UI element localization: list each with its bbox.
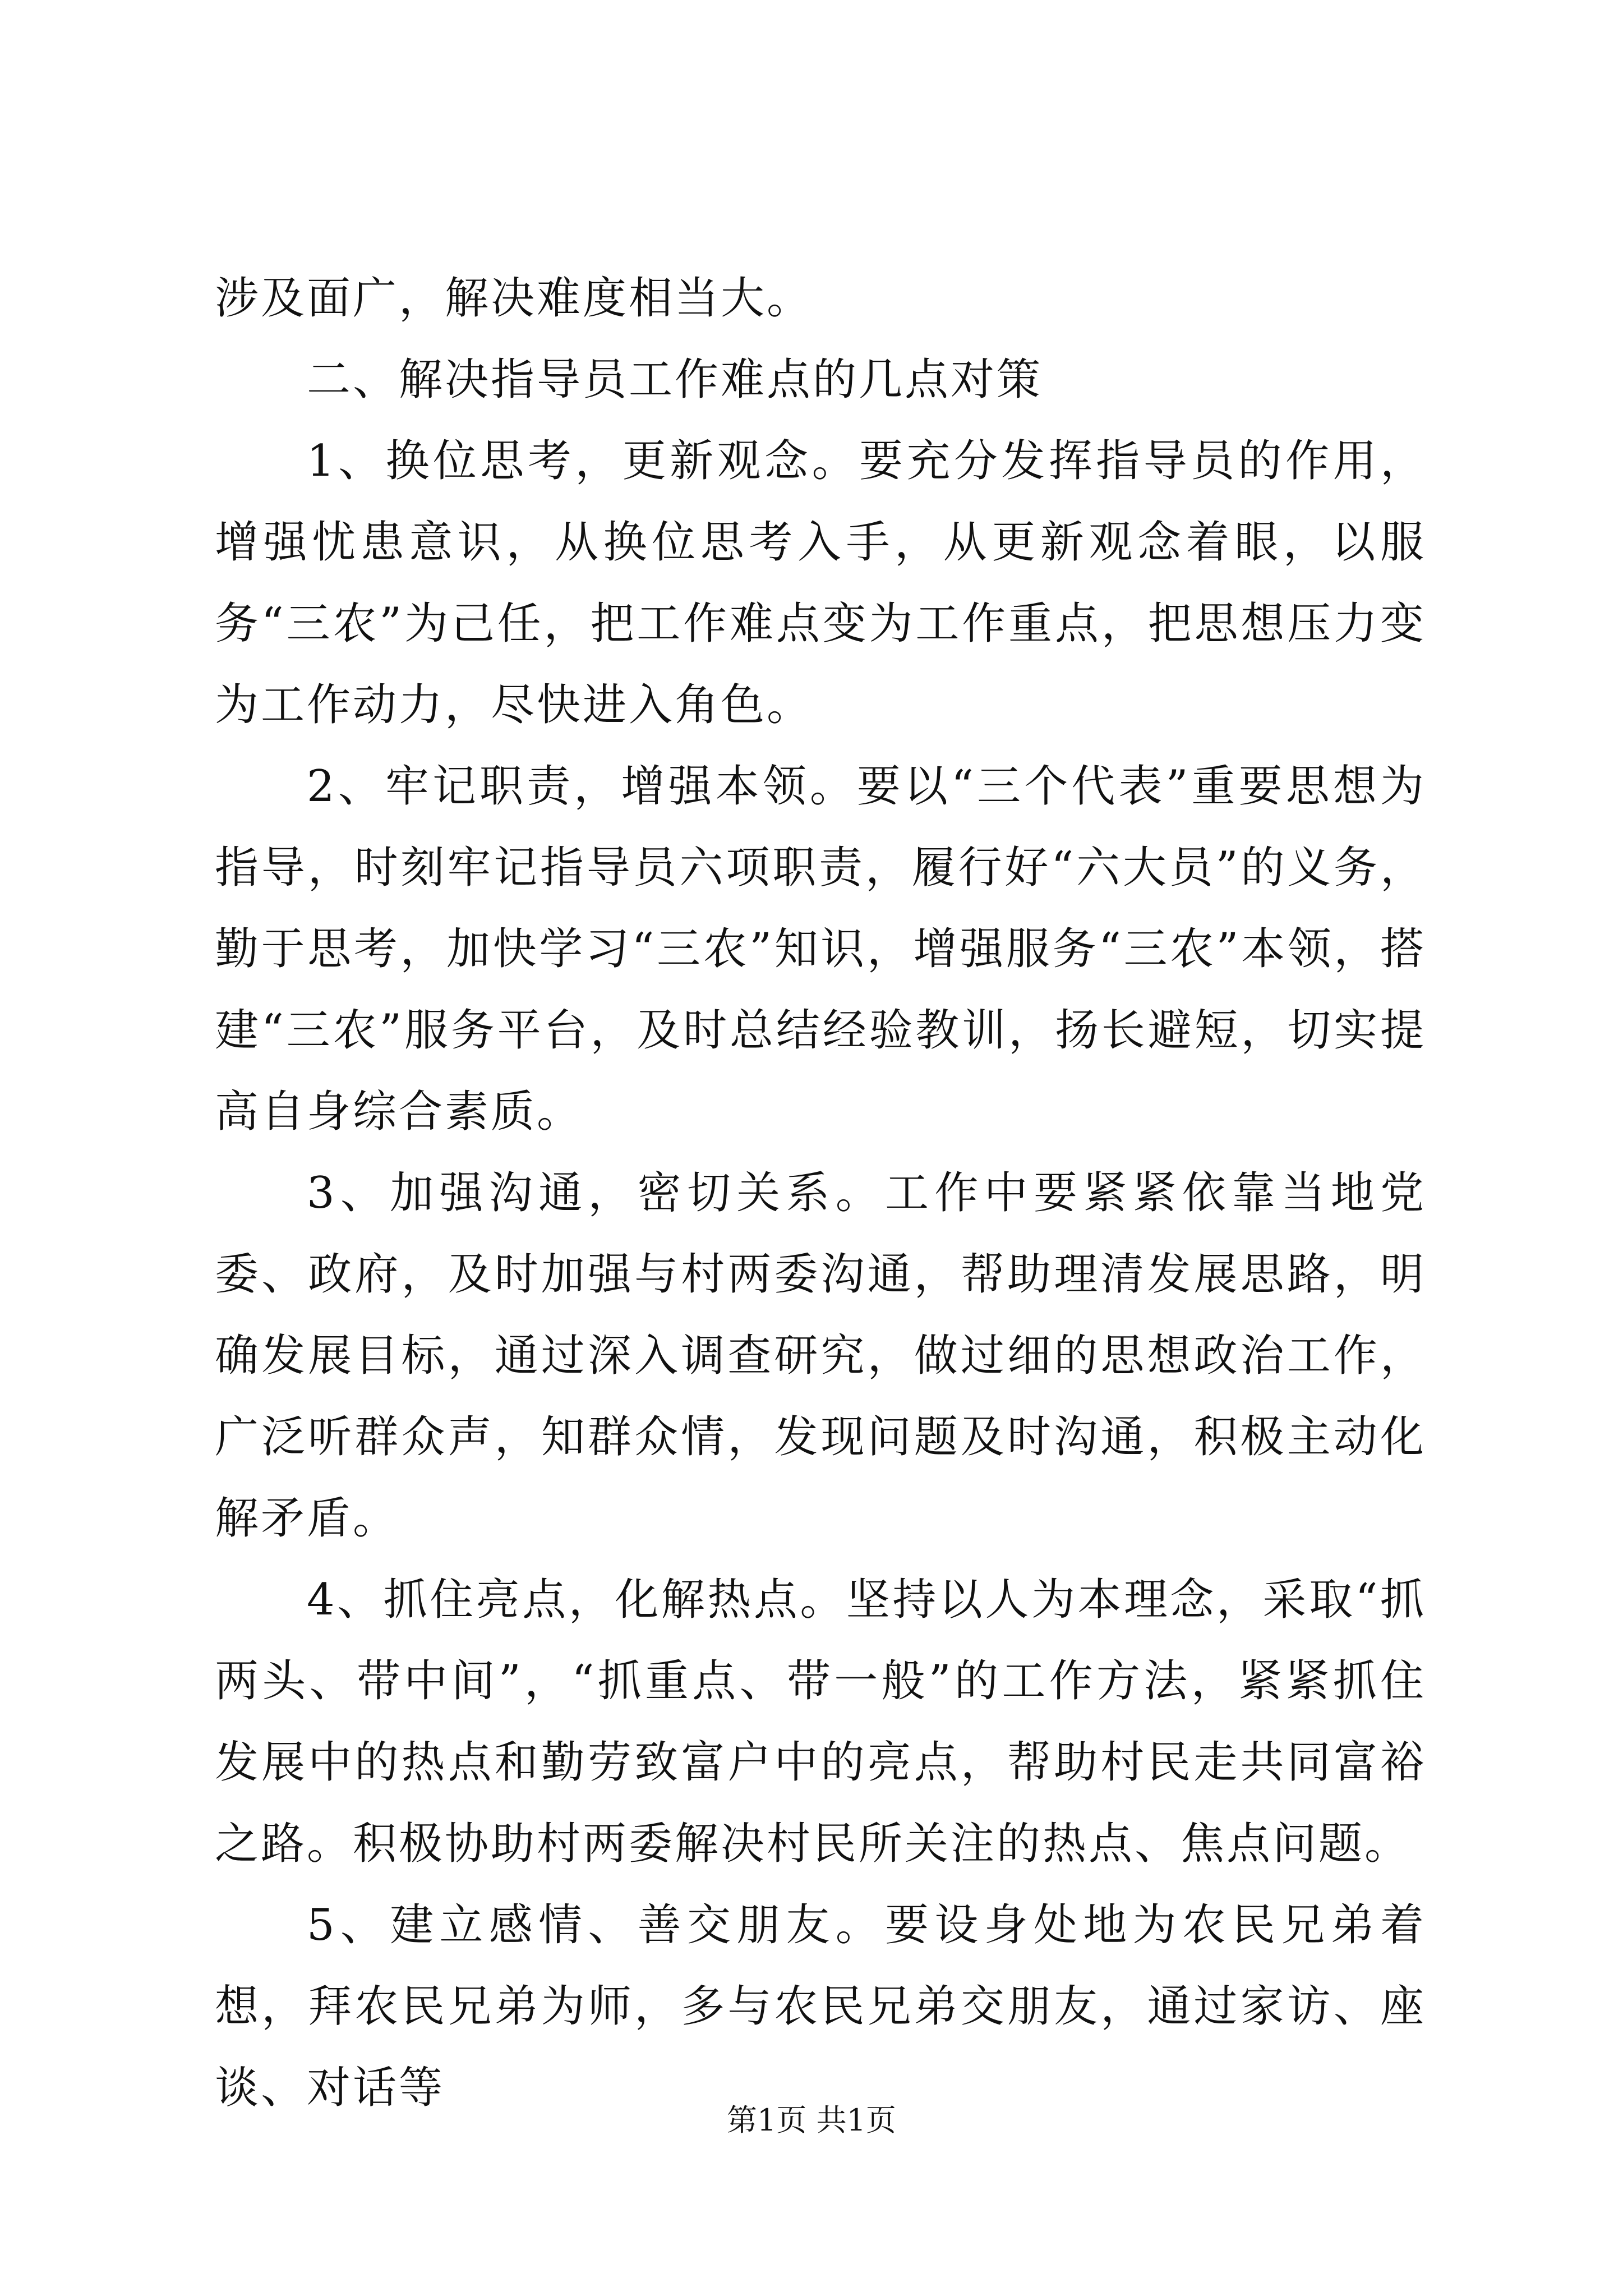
paragraph: 3、加强沟通，密切关系。工作中要紧紧依靠当地党委、政府，及时加强与村两委沟通，帮助理清发展思路，明确发展目标，通过深入调查研究，做过细的思想政治工作，广泛听群众声，知群众情，发现问题及时沟通，积极主动化解矛盾。	[215, 1168, 1426, 1544]
paragraph: 2、牢记职责，增强本领。要以“三个代表”重要思想为指导，时刻牢记指导员六项职责，履行好“六大员”的义务，勤于思考，加快学习“三农”知识，增强服务“三农”本领，搭建“三农”服务平台，及时总结经验教训，扬长避短，切实提高自身综合素质。	[215, 761, 1426, 1137]
document-body	[215, 258, 1426, 2129]
paragraph: 涉及面广，解决难度相当大。	[215, 273, 813, 324]
section-heading: 二、解决指导员工作难点的几点对策	[307, 355, 1043, 405]
page-footer: 第1页 共1页	[727, 2102, 896, 2138]
paragraph: 5、建立感情、善交朋友。要设身处地为农民兄弟着想，拜农民兄弟为师，多与农民兄弟交朋友，通过家访、座谈、对话等	[215, 1900, 1426, 2113]
paragraph: 4、抓住亮点，化解热点。坚持以人为本理念，采取“抓两头、带中间”，“抓重点、带一般”的工作方法，紧紧抓住发展中的热点和勤劳致富户中的亮点，帮助村民走共同富裕之路。积极协助村两委解决村民所关注的热点、焦点问题。	[215, 1575, 1426, 1869]
paragraph: 1、换位思考，更新观念。要充分发挥指导员的作用，增强忧患意识，从换位思考入手，从更新观念着眼，以服务“三农”为己任，把工作难点变为工作重点，把思想压力变为工作动力，尽快进入角色。	[215, 436, 1426, 730]
